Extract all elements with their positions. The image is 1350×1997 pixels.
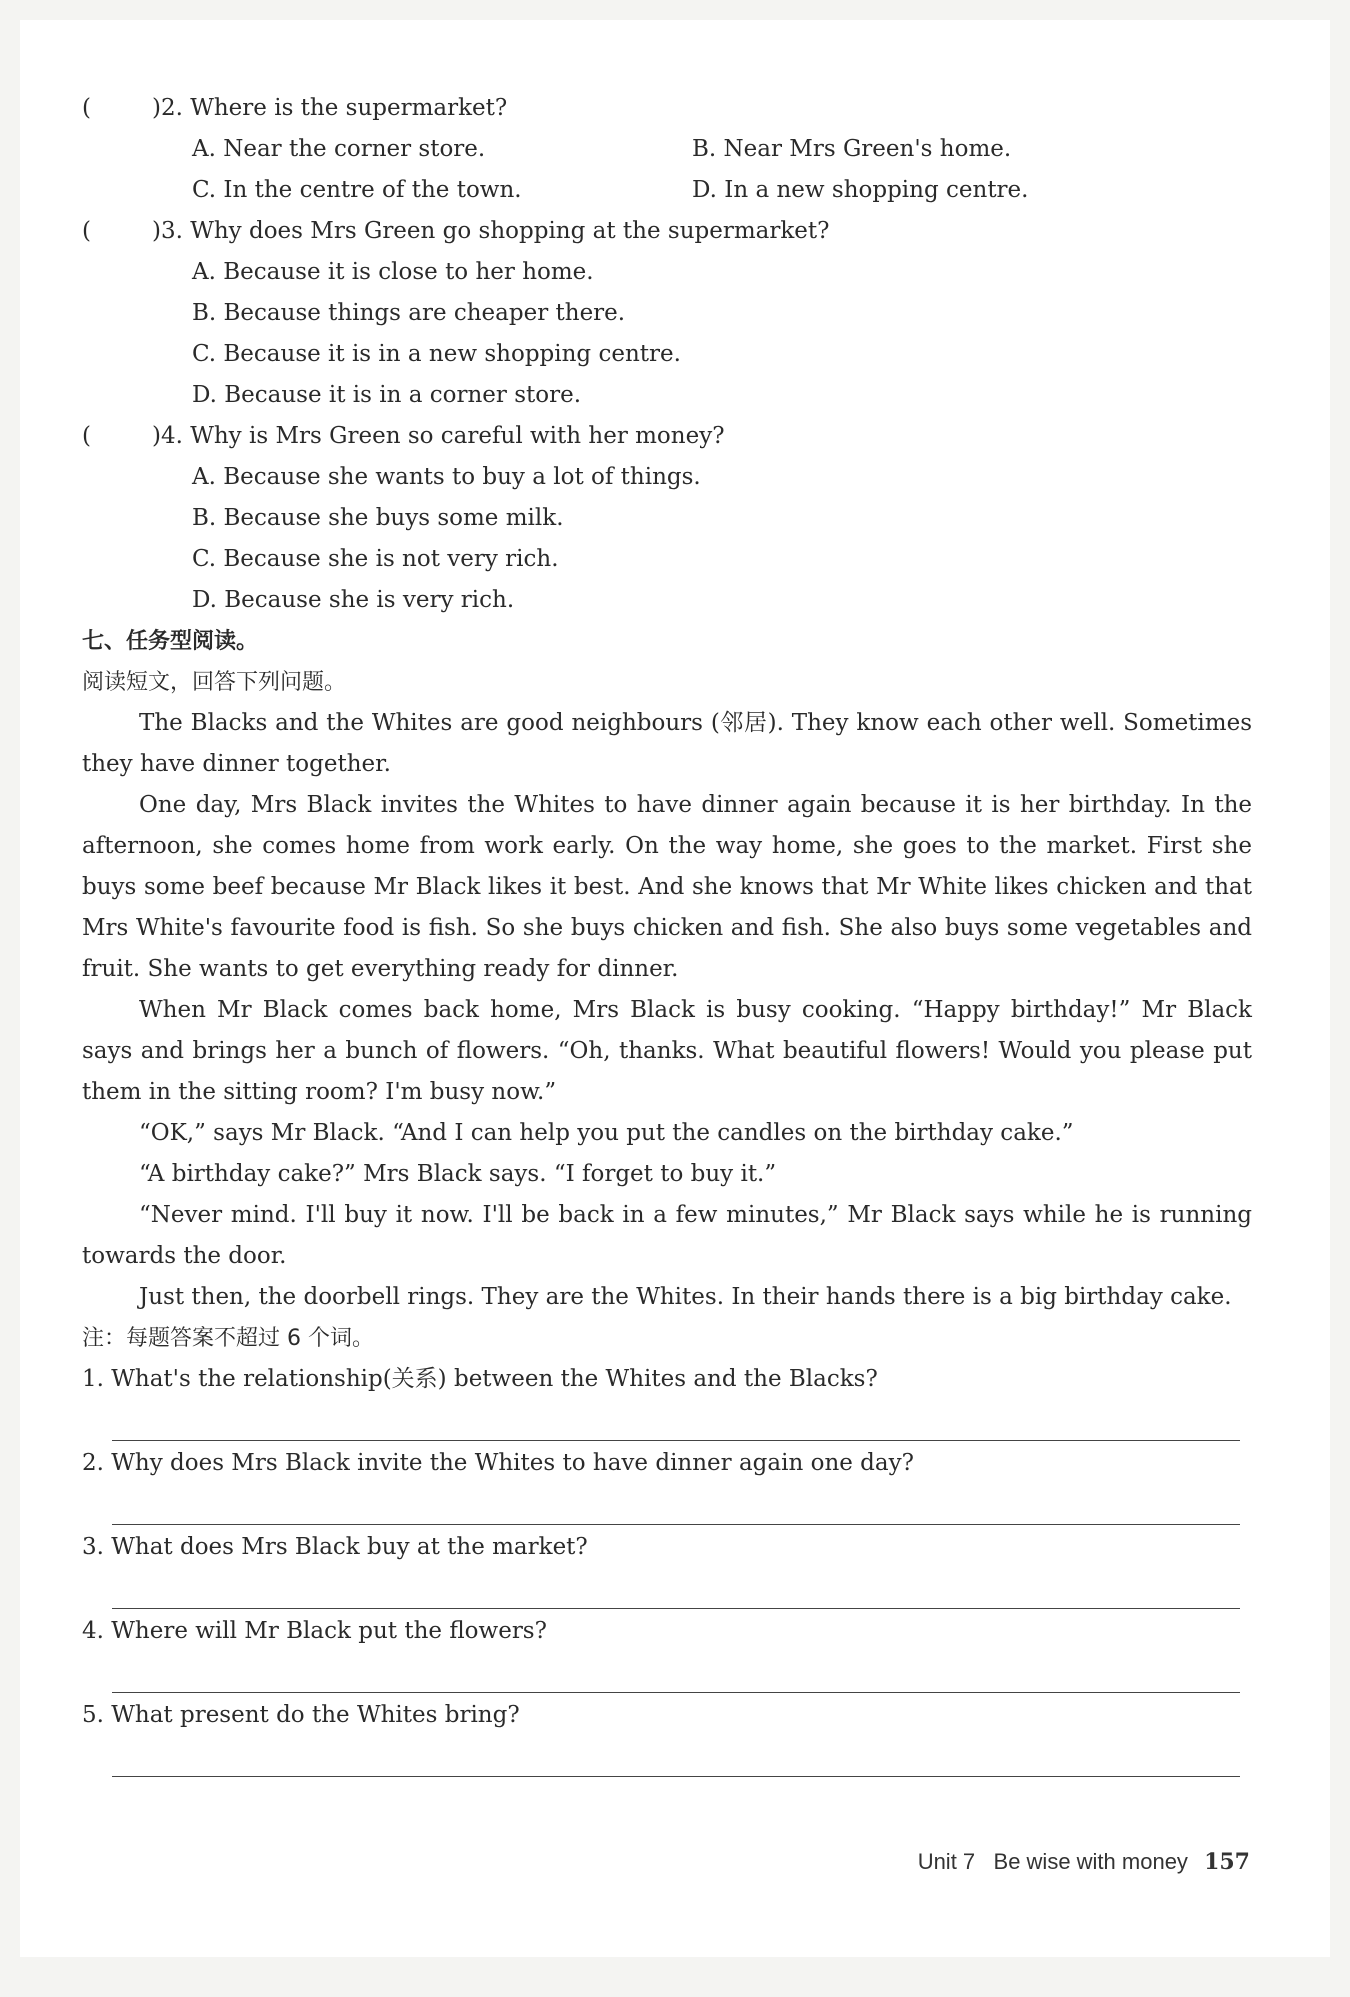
worksheet-page [20, 20, 1330, 1957]
passage-paragraph: One day, Mrs Black invites the Whites to have dinner again because it is her birthday. In the afternoon, she comes home from work early. On the way home, she goes to the market. First she buys some beef because Mr Black likes it best. And she knows that Mr White likes chicken and that Mrs White's favourite food is fish. So she buys chicken and fish. She also buys some vegetables and fruit. She wants to get everything ready for dinner. [82, 792, 1252, 982]
answer-line[interactable] [112, 1736, 1240, 1777]
option-a: A. Because it is close to her home. [192, 259, 594, 285]
unit-label: Unit 7 [917, 1849, 976, 1874]
option-b: B. Near Mrs Green's home. [692, 136, 1012, 162]
answer-line[interactable] [112, 1400, 1240, 1441]
option-d: D. In a new shopping centre. [692, 177, 1029, 203]
option-b: B. Because she buys some milk. [192, 505, 564, 531]
passage-paragraph: “A birthday cake?” Mrs Black says. “I forget to buy it.” [139, 1161, 777, 1187]
short-question-3 [82, 1527, 1252, 1609]
option-a: A. Because she wants to buy a lot of things. [192, 464, 701, 490]
question-text: 5. What present do the Whites bring? [82, 1702, 520, 1728]
answer-line[interactable] [112, 1652, 1240, 1693]
option-d: D. Because she is very rich. [192, 587, 515, 613]
short-question-1 [82, 1359, 1252, 1441]
mc-question-3 [82, 211, 1252, 416]
option-c: C. In the centre of the town. [192, 177, 522, 203]
unit-title: Be wise with money [993, 1849, 1188, 1874]
option-a: A. Near the corner store. [192, 136, 486, 162]
page-content [82, 88, 1252, 1779]
answer-note: 注：每题答案不超过 6 个词。 [82, 1326, 374, 1351]
question-text: )4. Why is Mrs Green so careful with her money? [152, 423, 725, 449]
option-c: C. Because it is in a new shopping centre. [192, 341, 681, 367]
answer-bracket[interactable]: ( [82, 95, 91, 121]
short-question-5 [82, 1695, 1252, 1777]
page-number: 157 [1204, 1849, 1250, 1875]
option-b: B. Because things are cheaper there. [192, 300, 626, 326]
section-instruction: 阅读短文，回答下列问题。 [82, 670, 347, 695]
question-text: 3. What does Mrs Black buy at the market? [82, 1534, 588, 1560]
short-question-4 [82, 1611, 1252, 1693]
answer-line[interactable] [112, 1484, 1240, 1525]
option-c: C. Because she is not very rich. [192, 546, 559, 572]
mc-question-2 [82, 88, 1252, 211]
question-text: 4. Where will Mr Black put the flowers? [82, 1618, 547, 1644]
answer-bracket[interactable]: ( [82, 218, 91, 244]
page-footer [918, 1849, 1250, 1875]
passage-paragraph: The Blacks and the Whites are good neighbours (邻居). They know each other well. Sometimes they have dinner together. [82, 710, 1252, 777]
passage-paragraph: “Never mind. I'll buy it now. I'll be back in a few minutes,” Mr Black says while he is running towards the door. [82, 1202, 1252, 1269]
question-text: )3. Why does Mrs Green go shopping at the supermarket? [152, 218, 830, 244]
answer-line[interactable] [112, 1568, 1240, 1609]
question-text: 2. Why does Mrs Black invite the Whites to have dinner again one day? [82, 1450, 914, 1476]
answer-bracket[interactable]: ( [82, 423, 91, 449]
short-question-2 [82, 1443, 1252, 1525]
question-text: 1. What's the relationship(关系) between the Whites and the Blacks? [82, 1366, 878, 1392]
passage-paragraph: “OK,” says Mr Black. “And I can help you put the candles on the birthday cake.” [139, 1120, 1074, 1146]
mc-question-4 [82, 416, 1252, 621]
question-text: )2. Where is the supermarket? [152, 95, 508, 121]
passage-paragraph: When Mr Black comes back home, Mrs Black is busy cooking. “Happy birthday!” Mr Black says and brings her a bunch of flowers. “Oh, thanks. What beautiful flowers! Would you please put them in the sitting room? I'm busy now.” [82, 997, 1252, 1105]
section-heading: 七、任务型阅读。 [82, 629, 259, 654]
option-d: D. Because it is in a corner store. [192, 382, 582, 408]
passage-paragraph: Just then, the doorbell rings. They are the Whites. In their hands there is a big birthday cake. [139, 1284, 1232, 1310]
